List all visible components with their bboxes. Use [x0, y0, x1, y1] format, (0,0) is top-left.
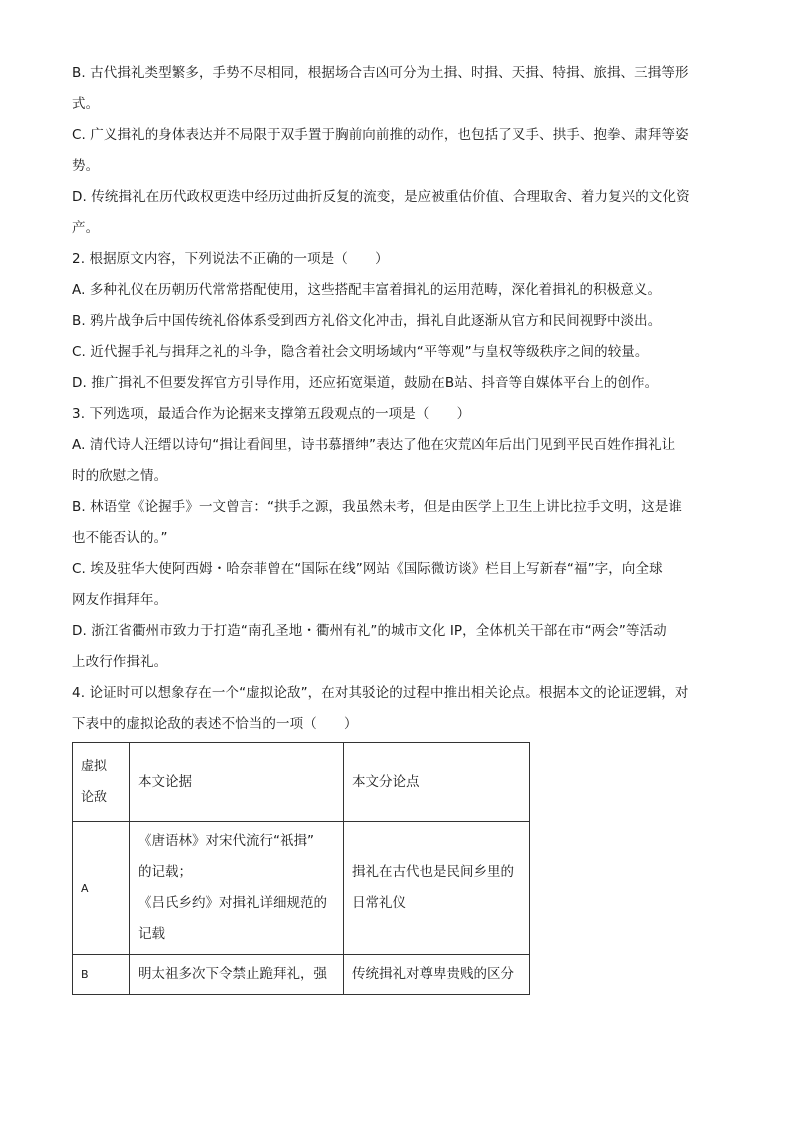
row-label: B — [73, 955, 130, 995]
question-2-option-b: B. 鸦片战争后中国传统礼俗体系受到西方礼俗文化冲击，揖礼自此逐渐从官方和民间视野中淡出。 — [72, 313, 662, 329]
question-2-option-c: C. 近代握手礼与揖拜之礼的斗争，隐含着社会文明场域内“平等观”与皇权等级秩序之间的较量。 — [72, 344, 649, 360]
table-row — [73, 822, 530, 955]
argument-table — [72, 742, 530, 995]
question-3-option-d: D. 浙江省衢州市致力于打造“南孔圣地・衢州有礼”的城市文化 IP，全体机关干部在市“两会”等活动 — [72, 623, 667, 639]
document-page — [72, 58, 732, 995]
text-line: 势。 — [72, 158, 100, 174]
text-line: 产。 — [72, 220, 100, 236]
question-4-stem: 4. 论证时可以想象存在一个“虚拟论敌”，在对其驳论的过程中推出相关论点。根据本文的论证逻辑，对 — [72, 685, 689, 701]
text-line: D. 传统揖礼在历代政权更迭中经历过曲折反复的流变，是应被重估价值、合理取舍、着力复兴的文化资 — [72, 189, 690, 205]
question-3-stem: 3. 下列选项，最适合作为论据来支撑第五段观点的一项是（ ） — [72, 406, 471, 422]
row-evidence: 明太祖多次下令禁止跪拜礼，强 — [130, 955, 344, 995]
table-header-row — [73, 743, 530, 822]
text-line: C. 广义揖礼的身体表达并不局限于双手置于胸前向前推的动作，也包括了叉手、拱手、抱拳、肃拜等姿 — [72, 127, 689, 143]
text-block — [72, 58, 732, 740]
row-label: A — [73, 822, 130, 955]
row-sub-argument: 传统揖礼对尊卑贵贱的区分 — [344, 955, 530, 995]
question-2-stem: 2. 根据原文内容，下列说法不正确的一项是（ ） — [72, 251, 389, 267]
row-evidence: 《唐语林》对宋代流行“祇揖” 的记载； 《吕氏乡约》对揖礼详细规范的 记载 — [130, 822, 344, 955]
row-sub-argument: 揖礼在古代也是民间乡里的 日常礼仪 — [344, 822, 530, 955]
text-line: B. 古代揖礼类型繁多，手势不尽相同，根据场合吉凶可分为土揖、时揖、天揖、特揖、旅揖、三揖等形 — [72, 65, 689, 81]
text-line: 上改行作揖礼。 — [72, 654, 168, 670]
table-row — [73, 955, 530, 995]
header-virtual-opponent: 虚拟 论敌 — [73, 743, 130, 822]
header-sub-argument: 本文分论点 — [344, 743, 530, 822]
text-line: 下表中的虚拟论敌的表述不恰当的一项（ ） — [72, 716, 358, 732]
question-2-option-d: D. 推广揖礼不但要发挥官方引导作用，还应拓宽渠道，鼓励在B站、抖音等自媒体平台上的创作。 — [72, 375, 659, 391]
question-3-option-c: C. 埃及驻华大使阿西姆・哈奈菲曾在“国际在线”网站《国际微访谈》栏目上写新春“福”字，向全球 — [72, 561, 663, 577]
text-line: 式。 — [72, 96, 100, 112]
text-line: 也不能否认的。” — [72, 530, 168, 546]
text-line: 时的欣慰之情。 — [72, 468, 168, 484]
question-3-option-a: A. 清代诗人汪缙以诗句“揖让看闾里，诗书慕搢绅”表达了他在灾荒凶年后出门见到平民百姓作揖礼让 — [72, 437, 676, 453]
header-evidence: 本文论据 — [130, 743, 344, 822]
question-2-option-a: A. 多种礼仪在历朝历代常常搭配使用，这些搭配丰富着揖礼的运用范畴，深化着揖礼的积极意义。 — [72, 282, 662, 298]
question-3-option-b: B. 林语堂《论握手》一文曾言：“拱手之源，我虽然未考，但是由医学上卫生上讲比拉手文明，这是谁 — [72, 499, 683, 515]
text-line: 网友作揖拜年。 — [72, 592, 168, 608]
